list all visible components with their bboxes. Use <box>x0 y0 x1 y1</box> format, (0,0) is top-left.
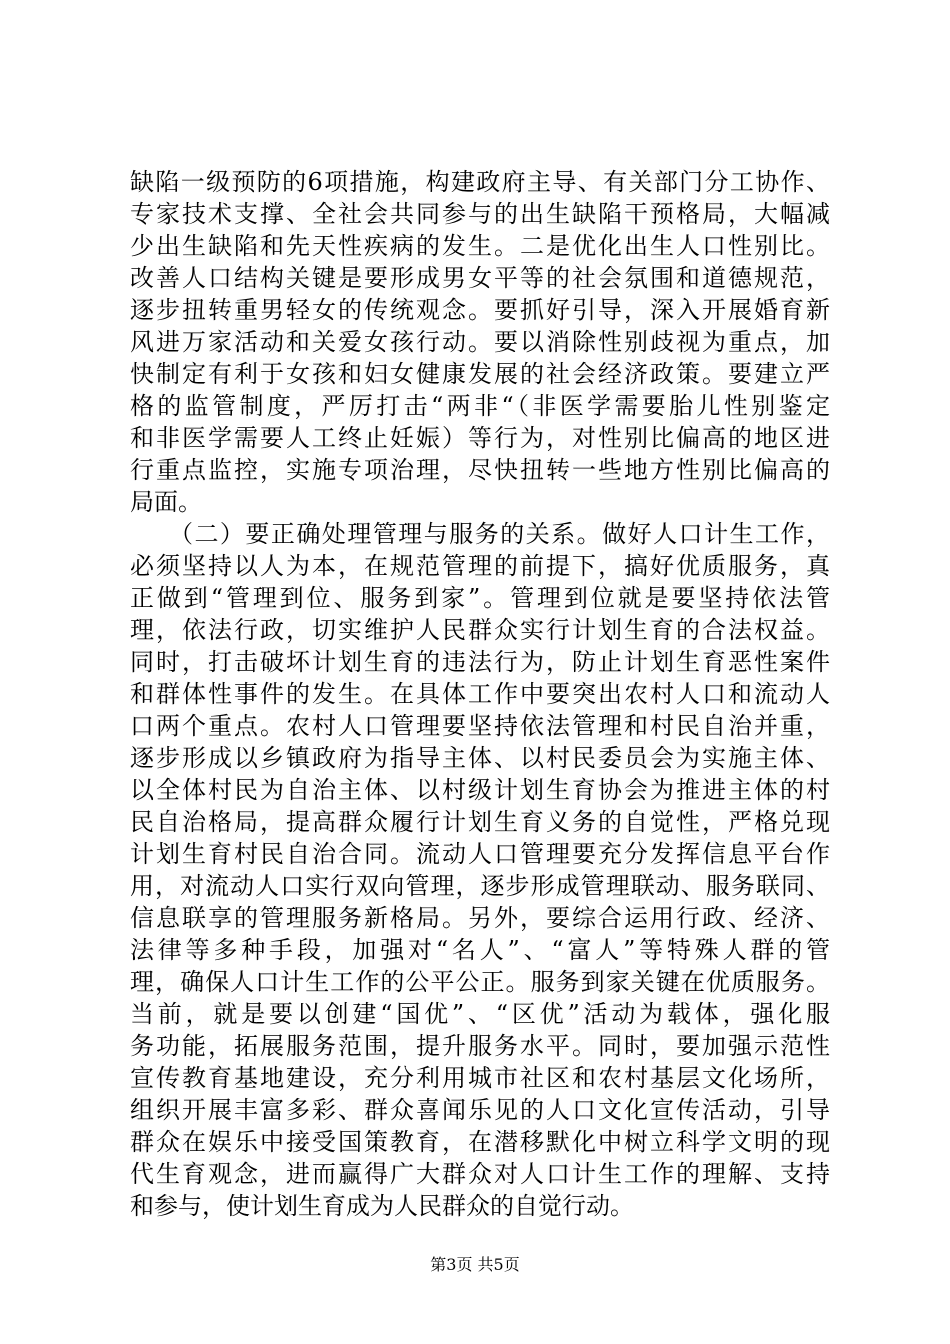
text-line: 口两个重点。农村人口管理要坚持依法管理和村民自治并重， <box>130 712 830 740</box>
text-line: 同时，打击破坏计划生育的违法行为，防止计划生育恶性案件 <box>130 648 830 676</box>
text-line: 和群体性事件的发生。在具体工作中要突出农村人口和流动人 <box>130 680 830 708</box>
text-line: （二）要正确处理管理与服务的关系。做好人口计生工作， <box>130 520 830 548</box>
text-line: 和非医学需要人工终止妊娠）等行为，对性别比偏高的地区进 <box>130 424 830 452</box>
text-line: 计划生育村民自治合同。流动人口管理要充分发挥信息平台作 <box>130 840 830 868</box>
text-line: 理，确保人口计生工作的公平公正。服务到家关键在优质服务。 <box>130 968 830 996</box>
text-line: 组织开展丰富多彩、群众喜闻乐见的人口文化宣传活动，引导 <box>130 1096 830 1124</box>
text-line: 改善人口结构关键是要形成男女平等的社会氛围和道德规范， <box>130 264 830 292</box>
page-number-footer: 第3页 共5页 <box>430 1255 520 1274</box>
body-text <box>130 166 830 1222</box>
text-line: 少出生缺陷和先天性疾病的发生。二是优化出生人口性别比。 <box>130 232 830 260</box>
text-line: 风进万家活动和关爱女孩行动。要以消除性别歧视为重点，加 <box>130 328 830 356</box>
text-line: 专家技术支撑、全社会共同参与的出生缺陷干预格局，大幅减 <box>130 200 830 228</box>
text-line: 民自治格局，提高群众履行计划生育义务的自觉性，严格兑现 <box>130 808 830 836</box>
text-line: 逐步形成以乡镇政府为指导主体、以村民委员会为实施主体、 <box>130 744 830 772</box>
text-line: 正做到“管理到位、服务到家”。管理到位就是要坚持依法管 <box>130 584 830 612</box>
text-line: 行重点监控，实施专项治理，尽快扭转一些地方性别比偏高的 <box>130 456 830 484</box>
text-line: 务功能，拓展服务范围，提升服务水平。同时，要加强示范性 <box>130 1032 830 1060</box>
text-line: 宣传教育基地建设，充分利用城市社区和农村基层文化场所， <box>130 1064 830 1092</box>
text-line: 格的监管制度，严厉打击“两非“（非医学需要胎儿性别鉴定 <box>130 392 830 420</box>
text-line: 和参与，使计划生育成为人民群众的自觉行动。 <box>130 1192 634 1220</box>
text-line: 群众在娱乐中接受国策教育，在潜移默化中树立科学文明的现 <box>130 1128 830 1156</box>
text-line: 法律等多种手段，加强对“名人”、“富人”等特殊人群的管 <box>130 936 830 964</box>
text-line: 局面。 <box>130 488 202 516</box>
text-line: 逐步扭转重男轻女的传统观念。要抓好引导，深入开展婚育新 <box>130 296 830 324</box>
text-line: 快制定有利于女孩和妇女健康发展的社会经济政策。要建立严 <box>130 360 830 388</box>
text-line: 以全体村民为自治主体、以村级计划生育协会为推进主体的村 <box>130 776 830 804</box>
text-line: 用，对流动人口实行双向管理，逐步形成管理联动、服务联同、 <box>130 872 830 900</box>
text-line: 代生育观念，进而赢得广大群众对人口计生工作的理解、支持 <box>130 1160 830 1188</box>
text-line: 理，依法行政，切实维护人民群众实行计划生育的合法权益。 <box>130 616 830 644</box>
text-line: 缺陷一级预防的6项措施，构建政府主导、有关部门分工协作、 <box>130 168 830 196</box>
text-line: 必须坚持以人为本，在规范管理的前提下，搞好优质服务，真 <box>130 552 830 580</box>
text-line: 信息联享的管理服务新格局。另外，要综合运用行政、经济、 <box>130 904 830 932</box>
text-line: 当前，就是要以创建“国优”、“区优”活动为载体，强化服 <box>130 1000 830 1028</box>
